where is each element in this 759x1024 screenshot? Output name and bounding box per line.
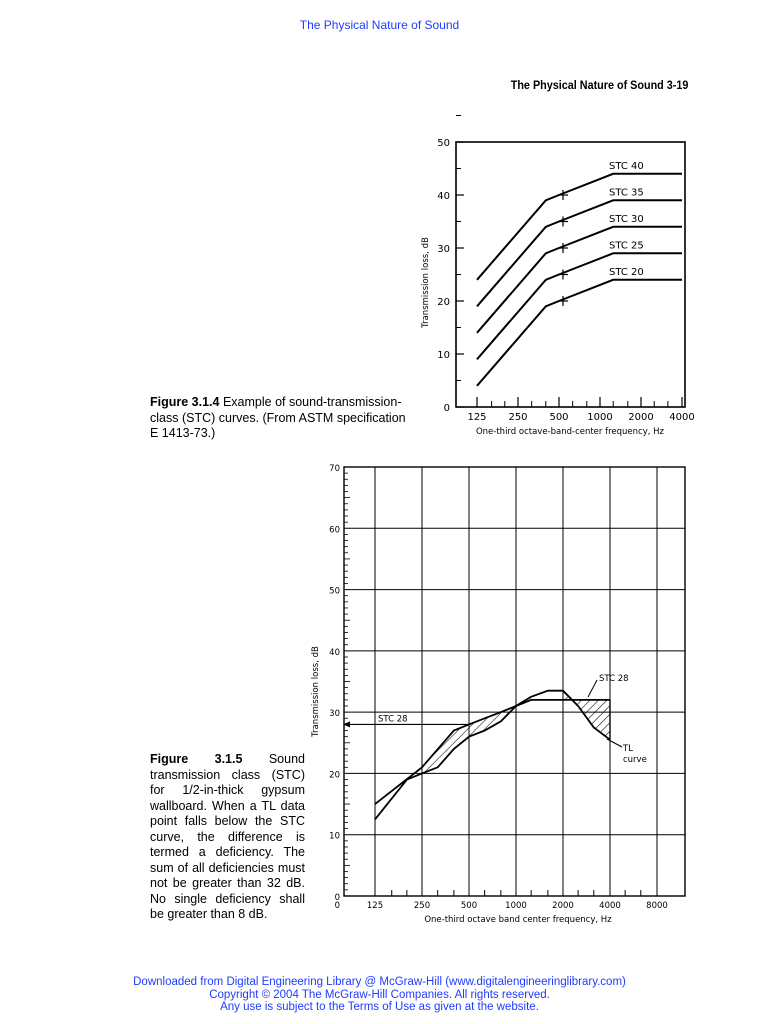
x-tick-label: 2000	[552, 901, 574, 911]
curve-line	[375, 700, 610, 804]
figure-label: Figure 3.1.4	[150, 395, 220, 409]
x-tick-label: 2000	[628, 412, 654, 423]
y-tick-label: 60	[329, 525, 340, 536]
x-tick-label: 500	[460, 901, 478, 911]
series-label: STC 20	[609, 266, 644, 278]
y-tick-label: 40	[329, 647, 340, 658]
y-tick-label: 10	[329, 831, 340, 842]
x-tick-label: 1000	[505, 901, 527, 911]
x-tick-label: 8000	[646, 901, 668, 911]
series-label: STC 25	[609, 240, 644, 252]
footer-terms: Any use is subject to the Terms of Use as given at the website.	[220, 1001, 539, 1013]
top-link[interactable]: The Physical Nature of Sound	[299, 18, 460, 32]
origin-label: 0	[334, 901, 340, 911]
plot-frame	[344, 467, 685, 896]
caption-text: Example of sound-transmission-class (STC) curves. (From ASTM specification E 1413-73.)	[150, 395, 406, 440]
x-tick-label: 250	[413, 901, 431, 911]
y-tick-label: 50	[437, 138, 450, 149]
y-tick-label: 30	[329, 709, 340, 720]
x-axis-label: One-third octave band center frequency, Hz	[424, 915, 612, 925]
caption-text: Sound transmission class (STC) for 1/2-in-thick gypsum wallboard. When a TL data point falls below the STC curve, the difference is termed a deficiency. The sum of all deficiencies must not be greater than 32 dB. No single deficiency shall be greater than 8 dB.	[150, 752, 305, 921]
running-head: The Physical Nature of Sound 3-19	[510, 78, 688, 92]
footer-copyright: Copyright © 2004 The McGraw-Hill Companies. All rights reserved.	[209, 988, 550, 1001]
stc-label-left: STC 28	[378, 714, 408, 725]
y-tick-label: 70	[329, 464, 340, 474]
footer-download-link[interactable]: Downloaded from Digital Engineering Library @ McGraw-Hill (www.digitalengineeringlibrary.com)	[133, 976, 626, 988]
y-tick-label: 30	[437, 244, 450, 255]
y-tick-label: 50	[329, 586, 340, 597]
x-tick-label: 250	[508, 412, 528, 423]
y-tick-label: 20	[437, 297, 450, 308]
series-label: STC 30	[609, 213, 644, 225]
x-tick-label: 1000	[587, 412, 613, 423]
y-axis-label: Transmission loss, dB	[311, 646, 321, 737]
leader-line	[588, 680, 597, 697]
x-tick-label: 125	[366, 901, 384, 911]
series-label: STC 40	[609, 160, 644, 172]
y-tick-label: 40	[437, 191, 450, 202]
tl-label-curve: curve	[623, 755, 647, 765]
y-tick-label: 0	[443, 403, 450, 414]
y-axis-label: Transmission loss, dB	[421, 237, 431, 328]
y-tick-label: 0	[334, 893, 340, 903]
stc-curve	[477, 253, 682, 359]
x-tick-label: 4000	[669, 412, 695, 423]
y-tick-label: 20	[329, 770, 340, 781]
x-tick-label: 125	[467, 412, 487, 423]
plot-frame	[456, 142, 685, 407]
series-label: STC 35	[609, 187, 644, 199]
y-tick-label: 10	[437, 350, 450, 361]
tl-label: TL	[623, 744, 633, 754]
figure-3-1-5-caption	[150, 752, 305, 923]
x-tick-label: 4000	[599, 901, 621, 911]
x-axis-label: One-third octave-band-center frequency, Hz	[475, 427, 665, 437]
figure-label: Figure 3.1.5	[150, 752, 243, 766]
x-tick-label: 500	[549, 412, 569, 423]
stc-label-right: STC 28	[599, 674, 629, 684]
leader-line	[607, 739, 622, 747]
footer	[0, 976, 759, 1014]
curve-line	[375, 691, 610, 820]
figure-3-1-4-caption	[150, 395, 412, 442]
stc-curve	[477, 280, 682, 386]
